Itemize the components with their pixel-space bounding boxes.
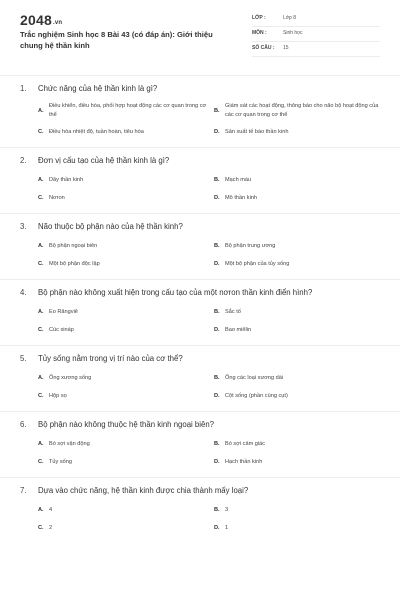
answer-option[interactable] — [214, 306, 386, 318]
question-label: Dựa vào chức năng, hệ thần kinh được chia thành mấy loại? — [38, 486, 249, 495]
option-text: 4 — [49, 506, 53, 513]
answer-option[interactable] — [38, 522, 210, 534]
option-letter: D. — [214, 525, 220, 531]
question-text — [20, 419, 380, 430]
answer-option[interactable] — [214, 102, 386, 120]
option-letter: A. — [38, 441, 44, 447]
question-label: Đơn vị cấu tạo của hệ thần kinh là gì? — [38, 156, 170, 165]
option-letter: C. — [38, 459, 44, 465]
option-text: Eo Răngviê — [49, 308, 78, 315]
question-number: 3. — [20, 222, 27, 231]
logo-suffix: .vn — [52, 20, 63, 26]
option-text: Sắc tố — [225, 308, 241, 315]
option-letter: A. — [38, 507, 44, 513]
question-text — [20, 155, 380, 166]
option-letter: C. — [38, 261, 44, 267]
meta-row-subject — [252, 27, 380, 42]
option-text: Bộ phận ngoại biên — [49, 242, 98, 249]
question-block — [0, 411, 400, 477]
option-letter: C. — [38, 327, 44, 333]
option-letter: D. — [214, 129, 220, 135]
question-block — [0, 147, 400, 213]
question-text — [20, 83, 380, 94]
question-text — [20, 287, 380, 298]
option-text: 1 — [225, 524, 229, 531]
option-text: Hạch thần kinh — [225, 458, 263, 465]
option-letter: A. — [38, 375, 44, 381]
question-label: Chức năng của hệ thần kinh là gì? — [38, 84, 158, 93]
option-letter: A. — [38, 108, 44, 114]
option-letter: A. — [38, 177, 44, 183]
option-text: Mô thần kinh — [225, 194, 258, 201]
option-text: 2 — [49, 524, 53, 531]
answer-option[interactable] — [38, 324, 210, 336]
option-text: Điều hòa nhiệt độ, tuần hoàn, tiêu hóa — [49, 128, 144, 135]
document-header — [0, 0, 400, 68]
option-letter: D. — [214, 393, 220, 399]
answer-options — [20, 306, 380, 345]
meta-label: MÔN : — [252, 30, 267, 36]
option-text: Bao miêlin — [225, 326, 252, 333]
option-letter: D. — [214, 327, 220, 333]
option-text: Dây thần kinh — [49, 176, 84, 183]
question-number: 6. — [20, 420, 27, 429]
answer-options — [20, 438, 380, 477]
answer-options — [20, 372, 380, 411]
meta-label: SỐ CÂU : — [252, 45, 275, 51]
option-letter: B. — [214, 177, 220, 183]
question-block — [0, 279, 400, 345]
answer-option[interactable] — [214, 174, 386, 186]
option-letter: B. — [214, 108, 220, 114]
question-number: 1. — [20, 84, 27, 93]
question-text — [20, 221, 380, 232]
answer-option[interactable] — [214, 258, 386, 270]
answer-option[interactable] — [38, 174, 210, 186]
meta-value: 15 — [283, 45, 289, 51]
answer-option[interactable] — [38, 504, 210, 516]
question-label: Tủy sống nằm trong vị trí nào của cơ thể? — [38, 354, 183, 363]
question-label: Bộ phận nào không thuộc hệ thần kinh ngoại biên? — [38, 420, 215, 429]
option-letter: C. — [38, 525, 44, 531]
option-letter: B. — [214, 375, 220, 381]
answer-option[interactable] — [38, 258, 210, 270]
answer-option[interactable] — [214, 522, 386, 534]
meta-row-class — [252, 12, 380, 27]
option-letter: C. — [38, 129, 44, 135]
option-letter: D. — [214, 261, 220, 267]
answer-option[interactable] — [214, 192, 386, 204]
question-text — [20, 353, 380, 364]
option-letter: B. — [214, 441, 220, 447]
option-text: Mạch máu — [225, 176, 252, 183]
question-block — [0, 345, 400, 411]
option-text: Nơron — [49, 194, 65, 201]
option-letter: B. — [214, 309, 220, 315]
option-text: Tủy sống — [49, 458, 73, 465]
answer-option[interactable] — [38, 456, 210, 468]
question-number: 7. — [20, 486, 27, 495]
question-label: Bộ phận nào không xuất hiện trong cấu tạo của một nơron thần kinh điển hình? — [38, 288, 313, 297]
option-text: Bó sợi cảm giác — [225, 440, 266, 447]
question-label: Não thuộc bộ phận nào của hệ thần kinh? — [38, 222, 183, 231]
question-number: 2. — [20, 156, 27, 165]
question-number: 4. — [20, 288, 27, 297]
answer-option[interactable] — [38, 126, 210, 138]
option-letter: D. — [214, 459, 220, 465]
option-text: Ống các loại xương dài — [225, 374, 284, 381]
answer-options — [20, 240, 380, 279]
option-text: Bộ phận trung ương — [225, 242, 276, 249]
answer-option[interactable] — [38, 438, 210, 450]
document-title: Trắc nghiệm Sinh học 8 Bài 43 (có đáp án): Giới thiệu chung hệ thần kinh — [20, 30, 213, 50]
option-text: Một bộ phận của tủy sống — [225, 260, 290, 267]
option-text: Ống xương sống — [49, 374, 92, 381]
answer-option[interactable] — [38, 306, 210, 318]
option-text: Hộp sọ — [49, 392, 67, 399]
answer-option[interactable] — [214, 456, 386, 468]
option-letter: A. — [38, 309, 44, 315]
option-text: Một bộ phận độc lập — [49, 260, 100, 267]
option-letter: B. — [214, 507, 220, 513]
answer-option[interactable] — [214, 126, 386, 138]
answer-option[interactable] — [214, 390, 386, 402]
option-text: Sản xuất tế bào thần kinh — [225, 128, 289, 135]
answer-option[interactable] — [38, 390, 210, 402]
answer-option[interactable] — [38, 102, 210, 120]
question-block — [0, 213, 400, 279]
meta-row-count — [252, 42, 380, 57]
site-logo[interactable] — [20, 12, 62, 28]
option-text: Cúc xináp — [49, 326, 74, 333]
answer-option[interactable] — [38, 192, 210, 204]
question-block — [0, 75, 400, 147]
option-letter: D. — [214, 195, 220, 201]
option-text: Giám sát các hoạt động, thông báo cho não bộ hoạt động của các cơ quan trong cơ thể — [225, 103, 379, 118]
option-letter: C. — [38, 195, 44, 201]
answer-option[interactable] — [214, 324, 386, 336]
option-letter: A. — [38, 243, 44, 249]
answer-option[interactable] — [214, 504, 386, 516]
document-meta — [252, 12, 380, 57]
answer-option[interactable] — [214, 240, 386, 252]
meta-value: Sinh học — [283, 30, 303, 36]
answer-option[interactable] — [214, 438, 386, 450]
question-list — [0, 75, 400, 543]
option-text: Bó sợi vận động — [49, 440, 90, 447]
question-number: 5. — [20, 354, 27, 363]
question-block — [0, 477, 400, 543]
option-letter: B. — [214, 243, 220, 249]
option-text: 3 — [225, 506, 229, 513]
option-text: Cột sống (phần cùng cụt) — [225, 392, 288, 399]
answer-option[interactable] — [214, 372, 386, 384]
question-text — [20, 485, 380, 496]
logo-text: 2048 — [20, 12, 52, 28]
answer-options — [20, 504, 380, 543]
answer-options — [20, 174, 380, 213]
meta-value: Lớp 8 — [283, 15, 297, 21]
answer-options — [20, 102, 380, 147]
answer-option[interactable] — [38, 240, 210, 252]
option-letter: C. — [38, 393, 44, 399]
answer-option[interactable] — [38, 372, 210, 384]
meta-label: LỚP : — [252, 15, 266, 21]
option-text: Điều khiển, điều hòa, phối hợp hoạt động các cơ quan trong cơ thể — [49, 103, 207, 118]
